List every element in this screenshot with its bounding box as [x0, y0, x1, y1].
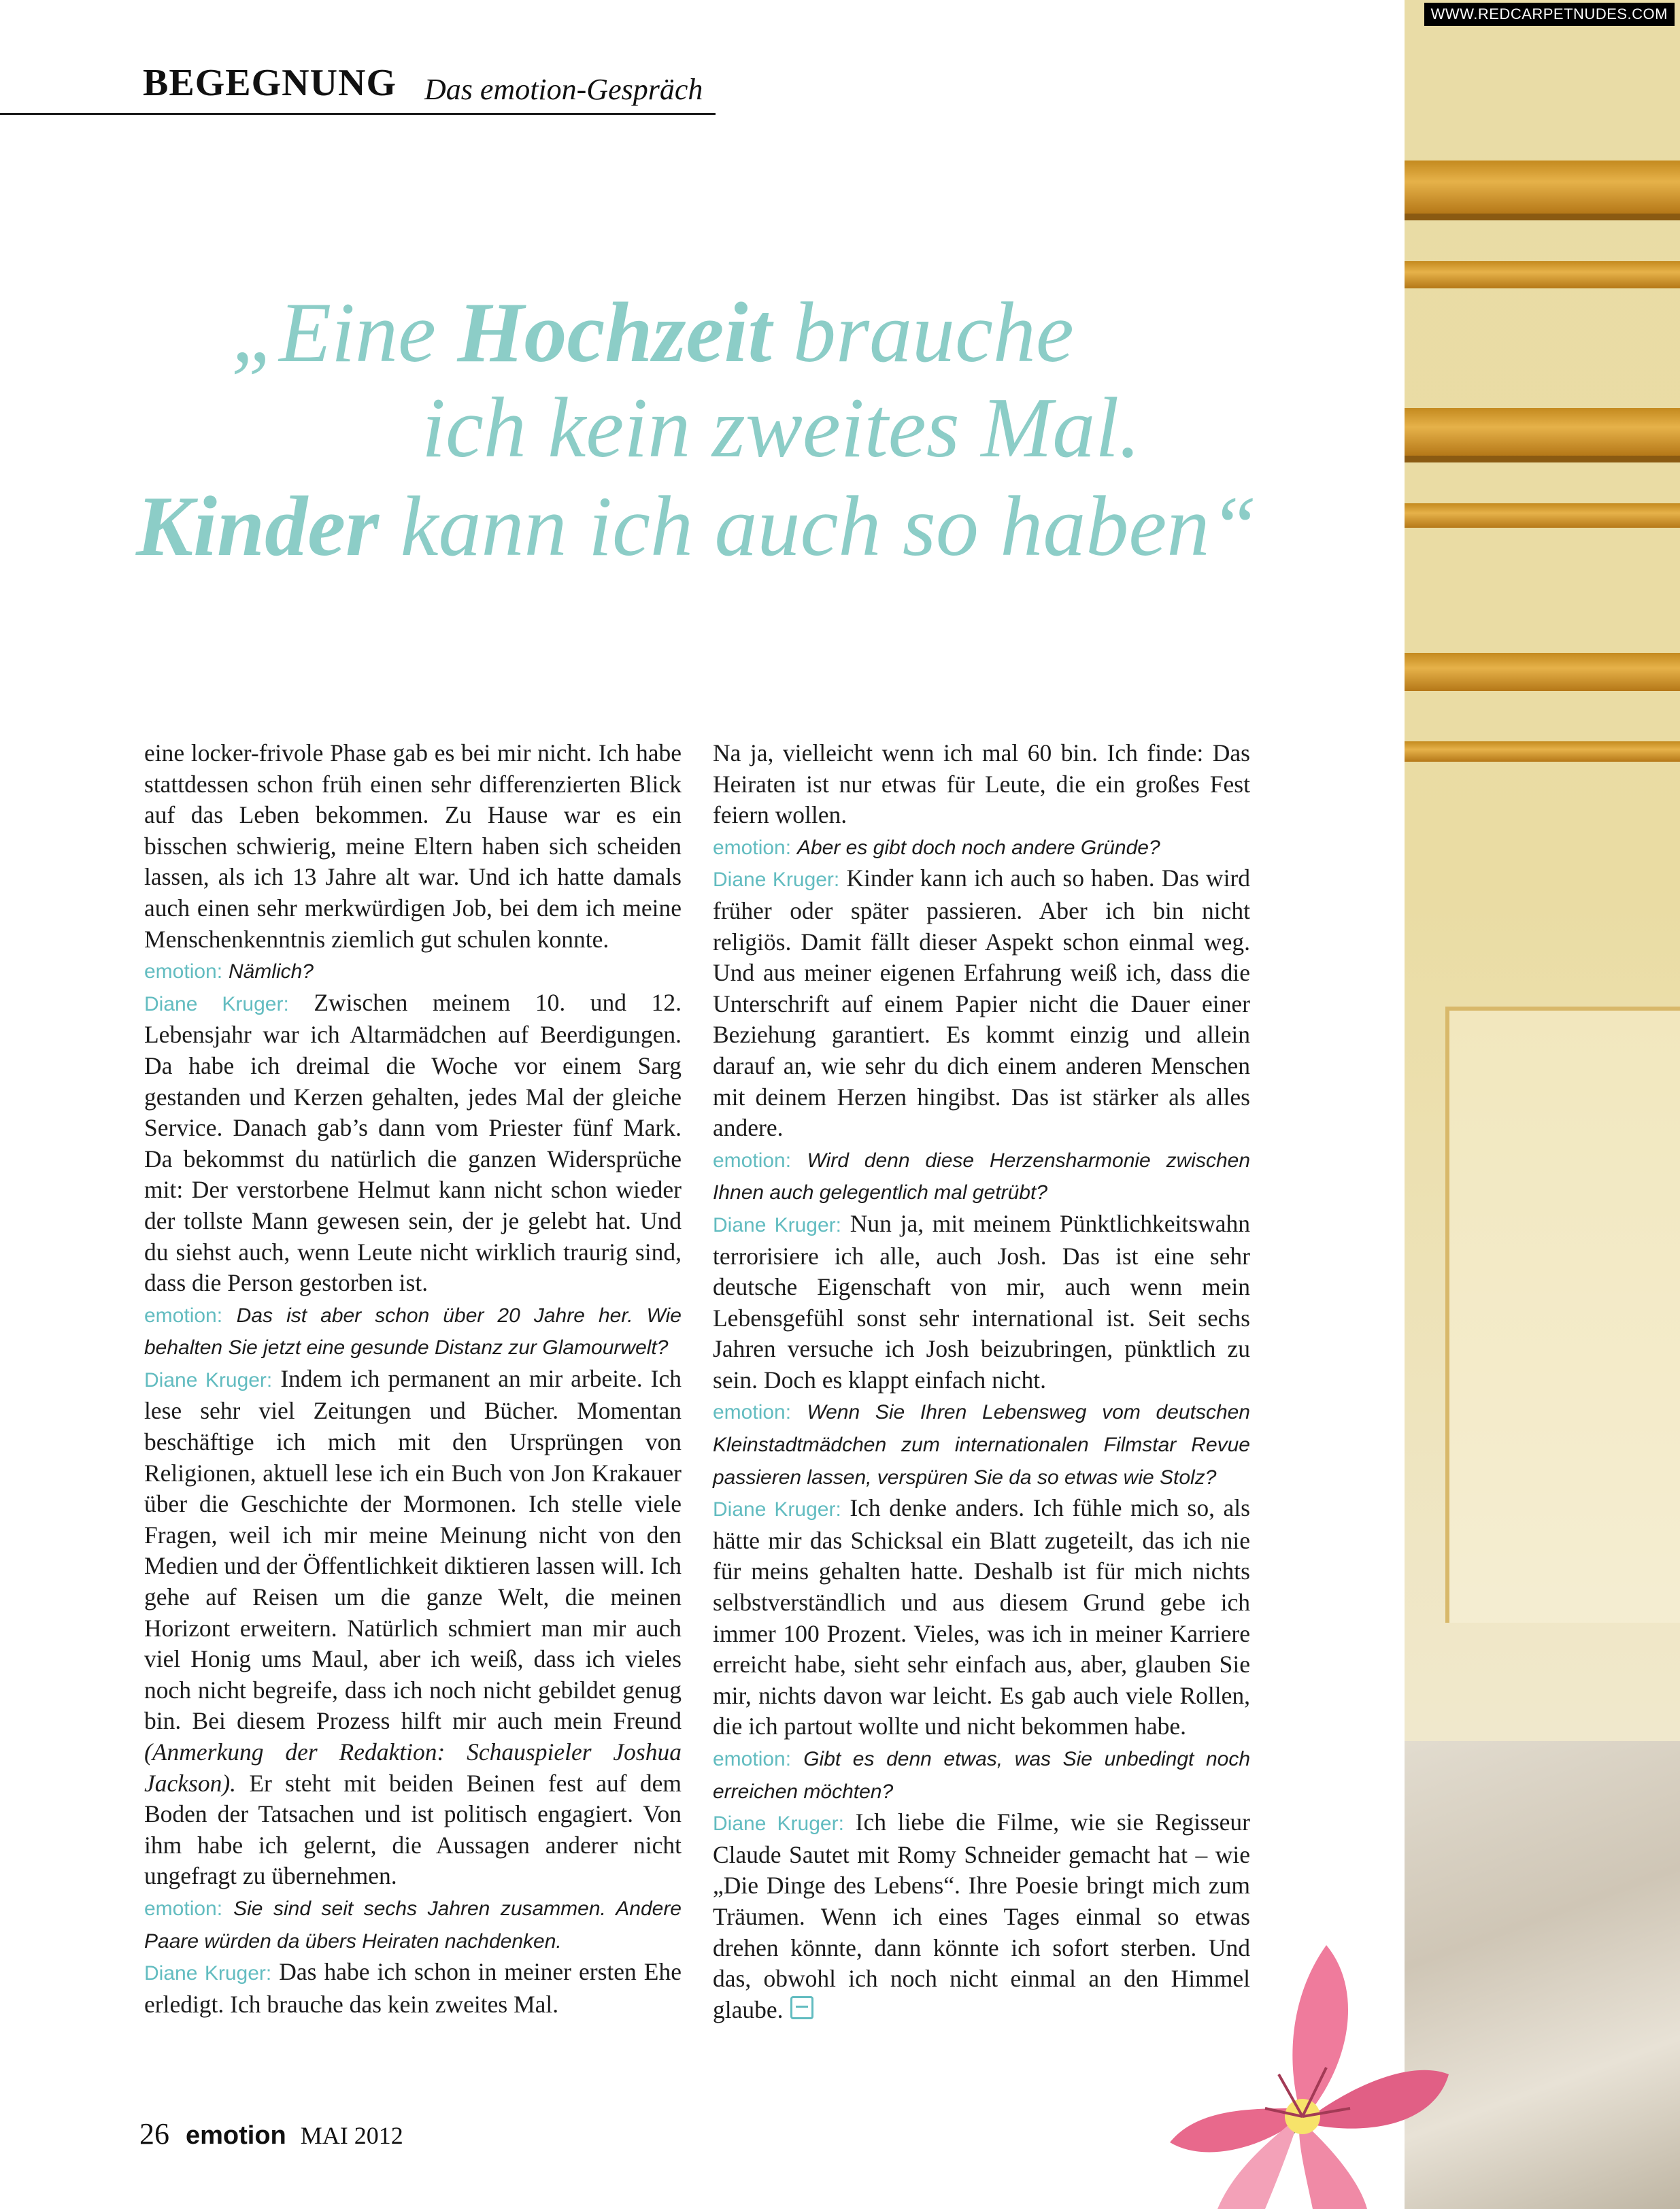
interview-answer: Diane Kruger: Nun ja, mit meinem Pünktlichkeitswahn terrorisiere ich alle, auch Josh. Das ist eine sehr deutsche Eigenschaft von mir, auch wenn mein Lebensgefühl sonst sehr international ist. Seit sechs Jahren versuche ich Josh beizubringen, pünktlich zu sein. Doch es klappt einfach nicht.	[713, 1209, 1250, 1394]
interview-question: emotion: Nämlich?	[144, 960, 314, 983]
interview-question: emotion: Gibt es denn etwas, was Sie unbedingt noch erreichen möchten?	[713, 1748, 1250, 1803]
editor-note: (Anmerkung der Redaktion: Schauspieler Joshua Jackson).	[144, 1738, 682, 1797]
speaker-label: Diane Kruger:	[713, 1812, 844, 1836]
section-subtitle: Das emotion-Gespräch	[424, 73, 703, 106]
headline-line-1: „Eine Hochzeit brauche	[231, 286, 1074, 380]
interview-question: emotion: Aber es gibt doch noch andere Gründe?	[713, 836, 1160, 859]
interview-question: emotion: Wenn Sie Ihren Lebensweg vom deutschen Kleinstadtmädchen zum internationalen Filmstar Revue passieren lassen, verspüren Sie da so etwas wie Stolz?	[713, 1401, 1250, 1489]
end-of-article-icon	[790, 1996, 813, 2019]
page-footer	[139, 2117, 403, 2151]
watermark: WWW.REDCARPETNUDES.COM	[1424, 3, 1675, 26]
interview-answer: Diane Kruger: Indem ich permanent an mir arbeite. Ich lese sehr viel Zeitungen und Bücher. Momentan beschäftige ich mich mit den Ursprüngen von Religionen, aktuell lese ich ein Buch von Jon Krakauer über die Geschichte der Mormonen. Ich stelle viele Fragen, weil ich mir meine Meinung nicht von den Medien und der Öffentlichkeit diktieren lassen will. Ich gehe auf Reisen um die ganze Welt, die meinen Horizont erweitern. Natürlich schmiert man mir auch viel Honig ums Maul, aber ich weiß, dass ich vieles noch nicht begreife, dass ich noch nicht gebildet genug bin. Bei diesem Prozess hilft mir auch mein Freund (Anmerkung der Redaktion: Schauspieler Joshua Jackson). Er steht mit beiden Beinen fest auf dem Boden der Tatsachen und ist politisch engagiert. Von ihm habe ich gelernt, die Aussagen anderer nicht ungefragt zu übernehmen.	[144, 1364, 682, 1890]
speaker-label: emotion:	[713, 1149, 792, 1172]
interview-question: emotion: Das ist aber schon über 20 Jahre her. Wie behalten Sie jetzt eine gesunde Distanz zur Glamourwelt?	[144, 1304, 682, 1360]
speaker-label: Diane Kruger:	[713, 869, 840, 892]
speaker-label: emotion:	[144, 1304, 223, 1327]
lily-flower-icon	[1156, 1904, 1456, 2209]
gold-molding	[1405, 161, 1680, 214]
speaker-label: Diane Kruger:	[144, 992, 289, 1015]
gold-molding	[1405, 741, 1680, 762]
molding-shadow	[1405, 456, 1680, 462]
magazine-logo: emotion	[186, 2121, 286, 2150]
paragraph: Na ja, vielleicht wenn ich mal 60 bin. Ich finde: Das Heiraten ist nur etwas für Leute, die ein großes Fest feiern wollen.	[713, 739, 1250, 829]
gold-molding	[1405, 653, 1680, 691]
interview-answer: Diane Kruger: Ich denke anders. Ich fühle mich so, als hätte mir das Schicksal ein Blatt zugeteilt, das ich nie für meins gehalten hatte. Deshalb ist für mich nichts selbstverständlich und aus diesem Grund gebe ich immer 100 Prozent. Vieles, was ich in meiner Karriere erreicht habe, sieht sehr einfach aus, aber, glauben Sie mir, nichts davon war leicht. Es gab auch viele Rollen, die ich partout wollte und nicht bekommen habe.	[713, 1494, 1250, 1740]
headline-line-3: Kinder kann ich auch so haben“	[136, 479, 1258, 574]
interview-question: emotion: Wird denn diese Herzensharmonie zwischen Ihnen auch gelegentlich mal getrübt?	[713, 1149, 1250, 1204]
interview-answer: Diane Kruger: Das habe ich schon in meiner ersten Ehe erledigt. Ich brauche das kein zweites Mal.	[144, 1958, 682, 2018]
interview-question: emotion: Sie sind seit sechs Jahren zusammen. Andere Paare würden da übers Heiraten nachdenken.	[144, 1897, 682, 1953]
interview-answer: Diane Kruger: Kinder kann ich auch so haben. Das wird früher oder später passieren. Aber ich bin nicht religiös. Damit fällt dieser Aspekt schon einmal weg. Und aus meiner eigenen Erfahrung weiß ich, dass die Unterschrift auf einem Papier nicht die Dauer einer Beziehung garantiert. Es kommt einzig und allein darauf an, wie sehr du dich einem anderen Menschen mit deinem Herzen hingibst. Das ist stärker als alles andere.	[713, 864, 1251, 1142]
speaker-label: emotion:	[713, 1748, 792, 1770]
gold-molding	[1405, 408, 1680, 456]
speaker-label: Diane Kruger:	[144, 1368, 273, 1392]
gold-molding	[1405, 503, 1680, 528]
interview-answer: Diane Kruger: Zwischen meinem 10. und 12. Lebensjahr war ich Altarmädchen auf Beerdigungen. Da habe ich dreimal die Woche vor einem Sarg gestanden und Kerzen gehalten, jedes Mal der gleiche Service. Danach gab’s dann vom Priester fünf Mark. Da bekommst du natürlich die ganzen Widersprüche mit: Der verstorbene Helmut kann nicht schon wieder der tollste Mann gewesen sein, der je gelebt hat. Und du siehst auch, wenn Leute nicht wirklich traurig sind, dass die Person gestorben ist.	[144, 988, 682, 1297]
issue-date: MAI 2012	[300, 2122, 403, 2149]
gold-molding	[1405, 261, 1680, 288]
wall-panel	[1445, 1007, 1680, 1623]
section-title: BEGEGNUNG	[143, 62, 397, 104]
speaker-label: emotion:	[144, 1897, 223, 1920]
article-column-right	[713, 738, 1250, 2025]
section-header	[0, 54, 716, 115]
speaker-label: Diane Kruger:	[144, 1962, 272, 1985]
speaker-label: emotion:	[713, 836, 792, 859]
page-number: 26	[139, 2117, 169, 2151]
speaker-label: Diane Kruger:	[713, 1213, 841, 1236]
molding-shadow	[1405, 214, 1680, 220]
speaker-label: emotion:	[713, 1401, 792, 1424]
speaker-label: emotion:	[144, 960, 223, 983]
interview-answer: Diane Kruger: Ich liebe die Filme, wie sie Regisseur Claude Sautet mit Romy Schneider gemacht hat – wie „Die Dinge des Lebens“. Ihre Poesie bringt mich zum Träumen. Wenn ich eines Tages einmal so etwas drehen könnte, dann könnte ich sofort sterben. Und das, obwohl ich noch nicht einmal an den Himmel glaube.	[713, 1808, 1250, 2023]
article-column-left	[144, 738, 682, 2020]
headline-line-2: ich kein zweites Mal.	[422, 381, 1141, 475]
paragraph: eine locker-frivole Phase gab es bei mir nicht. Ich habe stattdessen schon früh einen sehr differenzierten Blick auf das Leben bekommen. Zu Hause war es ein bisschen schwierig, meine Eltern haben sich scheiden lassen, als ich 13 Jahre alt war. Und ich hatte damals auch einen sehr merkwürdigen Job, bei dem ich meine Menschenkenntnis ziemlich gut schulen konnte.	[144, 739, 682, 953]
speaker-label: Diane Kruger:	[713, 1498, 841, 1521]
background-photo	[1405, 0, 1680, 2209]
